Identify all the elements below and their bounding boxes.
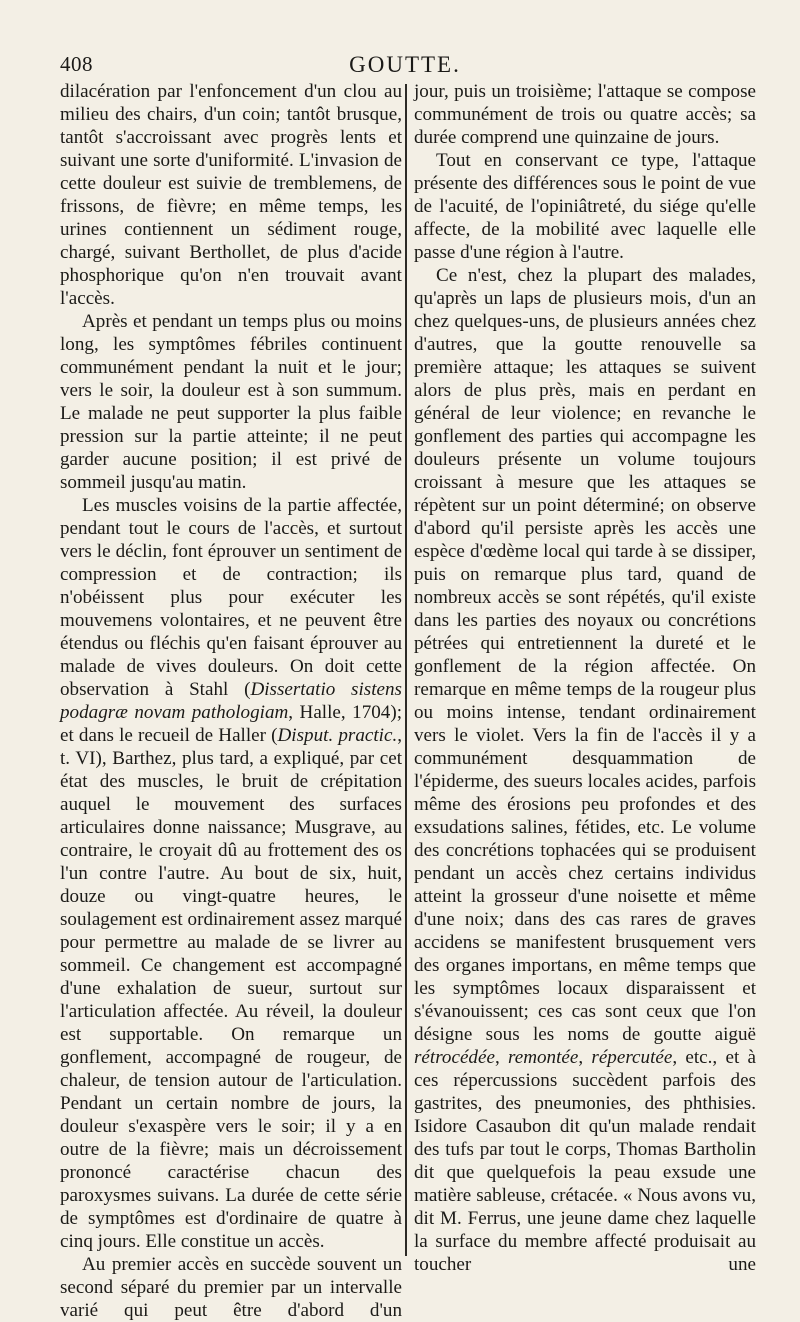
text-run: Ce n'est, chez la plupart des malades, qu'après un laps de plusieurs mois, d'un an chez quelques-uns, de plusieurs années chez d'autres, que la goutte renouvelle sa première attaque; les attaques se suivent alors de plus près, mais en perdant en général de leur violence; en revanche le gonflement des parties qui accompagne les douleurs présente un volume toujours croissant à mesure que les attaques se répètent sur un point déterminé; on observe d'abord qu'il persiste après les accès une espèce d'œdème local qui tarde à se dissiper, puis on remarque plus tard, quand de nombreux accès se sont répétés, qu'il existe dans les parties des noyaux ou concrétions pétrées qui entretiennent la dureté et le gonflement de la région affectée. On remarque en même temps de la rougeur plus ou moins intense, tendant ordinairement vers le violet. Vers la fin de l'accès il y a communément desquammation de l'épiderme, des sueurs locales acides, parfois même des érosions peu profondes et des exsudations salines, fétides, etc. Le volume des concrétions tophacées qui se produisent pendant un accès chez certains individus atteint la grosseur d'une noisette et même d'une noix; dans des cas rares de graves accidens se manifestent brusquement vers des organes importans, en même temps que les symptômes locaux disparaissent et s'évanouissent; ces cas sont ceux que l'on désigne sous les noms de goutte aiguë — [414, 265, 756, 1045]
text-run: , t. VI), Barthez, plus tard, a expliqué, par cet état des muscles, le bruit de crépitation auquel le mouvement des surfaces articulaires donne naissance; Musgrave, au contraire, le croyait dû au frottement des os l'un contre l'autre. Au bout de six, huit, douze ou vingt-quatre heures, le soulagement est ordinairement assez marqué pour permettre au malade de se livrer au sommeil. Ce changement est accompagné d'une exhalation de sueur, surtout sur l'articulation affectée. Au réveil, la douleur est supportable. On remarque un gonflement, accompagné de rougeur, de chaleur, de tension autour de l'articulation. Pendant un certain nombre de jours, la douleur s'exaspère vers le soir; il y a en outre de la fièvre; mais un décroissement prononcé caractérise chacun des paroxysmes suivans. La durée de cette série de symptômes est d'ordinaire de quatre à cinq jours. Elle constitue un accès. — [60, 725, 403, 1252]
paragraph: dilacération par l'enfoncement d'un clou au milieu des chairs, d'un coin; tantôt brusque, tantôt s'accroissant avec progrès lents et suivant une sorte d'uniformité. L'invasion de cette douleur est suivie de tremblemens, de frissons, de fièvre; en même temps, les urines contiennent un sédiment rouge, chargé, suivant Berthollet, de plus d'acide phosphorique qu'on n'en trouvait avant l'accès. — [60, 81, 402, 309]
left-column — [60, 80, 402, 1322]
running-title: GOUTTE. — [349, 52, 461, 77]
italic-term: répercutée — [591, 1047, 673, 1068]
text-run: Les muscles voisins de la partie affectée, pendant tout le cours de l'accès, et surtout vers le déclin, font éprouver un sentiment de compression et de contraction; ils n'obéissent plus pour exécuter les mouvemens volontaires, et ne peuvent être étendus ou fléchis qu'en faisant éprouver au malade de vives douleurs. On doit cette observation à Stahl ( — [60, 495, 402, 700]
paragraph: Au premier accès en succède souvent un second séparé du premier par un intervalle varié qui peut être d'abord d'un — [60, 1254, 402, 1321]
paragraph: Après et pendant un temps plus ou moins long, les symptômes fébriles continuent communément pendant la nuit et le jour; vers le soir, la douleur est à son summum. Le malade ne peut supporter la plus faible pression sur la partie atteinte; il ne peut garder aucune position; il est privé de sommeil jusqu'au matin. — [60, 311, 402, 493]
text-run: , Halle, 1704); et dans le recueil de Haller ( — [60, 702, 402, 746]
paragraph — [414, 264, 756, 1276]
right-column — [414, 80, 756, 1276]
italic-citation: Dissertatio sistens podagræ novam pathologiam — [60, 679, 402, 723]
italic-term: rétrocédée — [414, 1047, 495, 1068]
text-run: , — [578, 1047, 592, 1068]
paragraph: Tout en conservant ce type, l'attaque présente des différences sous le point de vue de l'acuité, de l'opiniâtreté, du siége qu'elle affecte, de la mobilité avec laquelle elle passe d'une région à l'autre. — [414, 150, 756, 263]
column-divider — [405, 84, 407, 1256]
italic-term: remontée — [508, 1047, 579, 1068]
text-run: , etc., et à ces répercussions succèdent parfois des gastrites, des pneumonies, des phthisies. Isidore Casaubon dit qu'un malade rendait des tufs par tout le corps, Thomas Bartholin dit que quelquefois la peau exsude une matière sableuse, crétacée. « Nous avons vu, dit M. Ferrus, une jeune dame chez laquelle la surface du membre affecté produisait au toucher une — [414, 1047, 757, 1275]
running-head — [60, 52, 750, 82]
page-number: 408 — [60, 52, 93, 76]
paragraph — [60, 494, 402, 1253]
text-run: , — [494, 1047, 508, 1068]
italic-citation: Disput. practic. — [277, 725, 398, 746]
paragraph: jour, puis un troisième; l'attaque se compose communément de trois ou quatre accès; sa durée comprend une quinzaine de jours. — [414, 81, 756, 148]
